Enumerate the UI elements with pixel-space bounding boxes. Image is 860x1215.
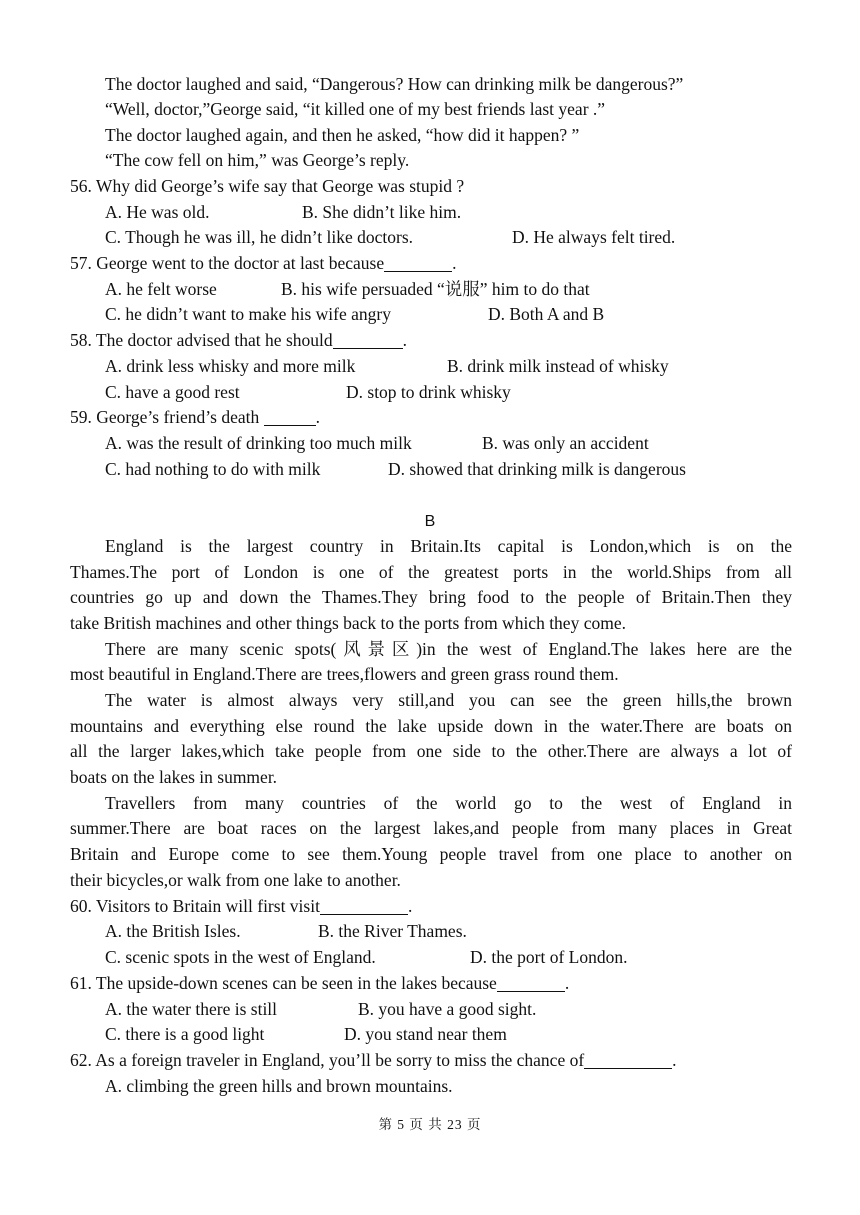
story-line-3: The doctor laughed again, and then he asked, “how did it happen? ”	[105, 125, 580, 145]
paragraph-2-line-1: There are many scenic spots(风景区)in the west of England.The lakes here are the	[105, 639, 792, 659]
question-57-option-d: D. Both A and B	[488, 304, 605, 324]
question-58-stem: 58. The doctor advised that he should	[70, 330, 333, 350]
paragraph-3-line-1: The water is almost always very still,and you can see the green hills,the brown	[105, 690, 792, 710]
question-58-option-d: D. stop to drink whisky	[346, 382, 511, 402]
answer-blank-61	[497, 973, 565, 992]
question-60-option-d: D. the port of London.	[470, 947, 628, 967]
question-56-option-b: B. She didn’t like him.	[302, 202, 462, 222]
question-58-option-b: B. drink milk instead of whisky	[447, 356, 669, 376]
question-56-option-d: D. He always felt tired.	[512, 227, 676, 247]
story-line-4: “The cow fell on him,” was George’s reply.	[105, 150, 410, 170]
question-61-option-c: C. there is a good light	[105, 1024, 265, 1044]
paragraph-3-line-2: mountains and everything else round the lake upside down in the water.There are boats on	[70, 716, 792, 736]
section-b-title: B	[424, 513, 436, 530]
question-61-option-b: B. you have a good sight.	[358, 999, 537, 1019]
question-61-option-d: D. you stand near them	[344, 1024, 507, 1044]
answer-blank-62	[584, 1050, 672, 1069]
question-58-option-c: C. have a good rest	[105, 382, 240, 402]
question-59-option-c: C. had nothing to do with milk	[105, 459, 321, 479]
question-62-option-a: A. climbing the green hills and brown mountains.	[105, 1076, 453, 1096]
page-footer: 第 5 页 共 23 页	[378, 1117, 482, 1132]
question-60-stem: 60. Visitors to Britain will first visit	[70, 896, 320, 916]
question-57-option-b: B. his wife persuaded “说服” him to do that	[281, 279, 590, 299]
answer-blank-58	[333, 330, 403, 349]
question-58-option-a: A. drink less whisky and more milk	[105, 356, 356, 376]
paragraph-1-line-2: Thames.The port of London is one of the greatest ports in the world.Ships from all	[70, 562, 792, 582]
question-57-stem: 57. George went to the doctor at last because	[70, 253, 385, 273]
question-60-option-c: C. scenic spots in the west of England.	[105, 947, 376, 967]
question-60-option-b: B. the River Thames.	[318, 921, 467, 941]
question-57-option-a: A. he felt worse	[105, 279, 217, 299]
question-62-line: 62. As a foreign traveler in England, you’ll be sorry to miss the chance of .	[70, 1050, 677, 1070]
question-59-option-a: A. was the result of drinking too much milk	[105, 433, 412, 453]
question-62-stem: 62. As a foreign traveler in England, you’ll be sorry to miss the chance of	[70, 1050, 585, 1070]
question-57-option-c: C. he didn’t want to make his wife angry	[105, 304, 391, 324]
question-56-option-a: A. He was old.	[105, 202, 210, 222]
paragraph-2-line-2: most beautiful in England.There are trees,flowers and green grass round them.	[70, 664, 619, 684]
paragraph-1-line-1: England is the largest country in Britain.Its capital is London,which is on the	[105, 536, 792, 556]
paragraph-3-line-3: all the larger lakes,which take people from one side to the other.There are always a lot of	[70, 741, 792, 761]
question-59-line: 59. George’s friend’s death .	[70, 407, 320, 427]
question-60-option-a: A. the British Isles.	[105, 921, 241, 941]
question-56-stem: 56. Why did George’s wife say that George was stupid ?	[70, 176, 465, 196]
question-56-option-c: C. Though he was ill, he didn’t like doctors.	[105, 227, 414, 247]
paragraph-4-line-4: their bicycles,or walk from one lake to another.	[70, 870, 401, 890]
paragraph-3-line-4: boats on the lakes in summer.	[70, 767, 278, 787]
story-line-1: The doctor laughed and said, “Dangerous? How can drinking milk be dangerous?”	[105, 74, 684, 94]
question-57-line: 57. George went to the doctor at last because .	[70, 253, 457, 273]
question-61-stem: 61. The upside-down scenes can be seen in the lakes because	[70, 973, 497, 993]
paragraph-1-line-4: take British machines and other things back to the ports from which they come.	[70, 613, 626, 633]
answer-blank-60	[320, 896, 408, 915]
question-61-option-a: A. the water there is still	[105, 999, 278, 1019]
answer-blank-59	[264, 407, 316, 426]
paragraph-4-line-3: Britain and Europe come to see them.Young people travel from one place to another on	[70, 844, 792, 864]
paragraph-4-line-2: summer.There are boat races on the largest lakes,and people from many places in Great	[70, 818, 792, 838]
question-59-option-b: B. was only an accident	[482, 433, 649, 453]
answer-blank-57	[384, 253, 452, 272]
question-61-line: 61. The upside-down scenes can be seen in the lakes because .	[70, 973, 570, 993]
paragraph-1-line-3: countries go up and down the Thames.They bring food to the people of Britain.Then they	[70, 587, 792, 607]
question-59-stem: 59. George’s friend’s death	[70, 407, 260, 427]
question-59-option-d: D. showed that drinking milk is dangerous	[388, 459, 686, 479]
story-line-2: “Well, doctor,”George said, “it killed one of my best friends last year .”	[105, 99, 606, 119]
question-60-line: 60. Visitors to Britain will first visit .	[70, 896, 413, 916]
paragraph-4-line-1: Travellers from many countries of the world go to the west of England in	[105, 793, 792, 813]
question-58-line: 58. The doctor advised that he should .	[70, 330, 407, 350]
